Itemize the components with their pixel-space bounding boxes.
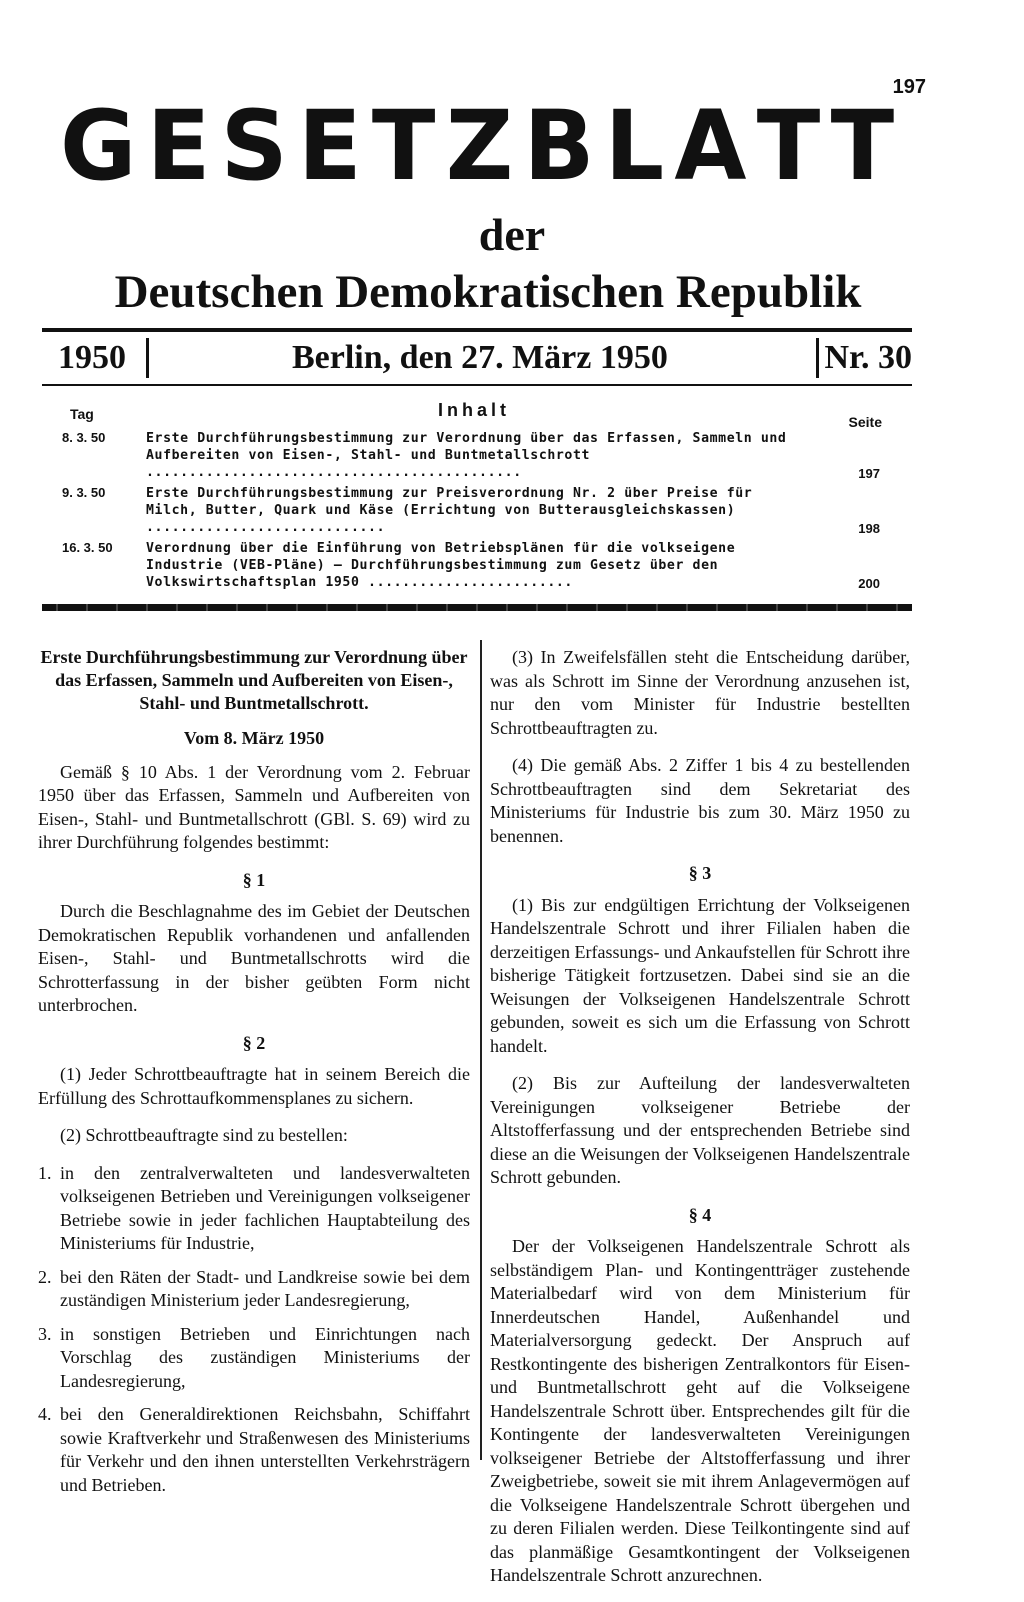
toc-entry (60, 430, 890, 481)
list-item-text: bei den Räten der Stadt- und Landkreise sowie bei dem zuständigen Ministerium jeder Landesregierung, (60, 1266, 470, 1310)
header-divider (146, 338, 149, 378)
list-item (38, 1323, 470, 1394)
column-divider (480, 640, 482, 1460)
toc-entry-text: Erste Durchführungsbestimmung zur Preisverordnung Nr. 2 über Preise für Milch, Butter, Quark und Käse (Errichtung von Butterausgleichskassen) ............................ (146, 486, 753, 535)
toc-entry-date: 8. 3. 50 (62, 430, 106, 445)
masthead-letter: A (674, 90, 747, 202)
toc-col-seite: Seite (848, 414, 882, 430)
section-heading: § 4 (688, 1204, 712, 1225)
right-column (490, 646, 910, 1602)
issue-header (42, 336, 912, 380)
section-heading: § 2 (242, 1032, 266, 1053)
appointment-list (38, 1162, 470, 1498)
list-item (38, 1266, 470, 1313)
article-date: Vom 8. März 1950 (183, 728, 325, 748)
masthead-letter: T (830, 90, 895, 202)
section-paragraph: (2) Bis zur Aufteilung der landesverwalteten Vereinigungen volkseigener Betriebe der Altstofferfassung und der entsprechenden Betriebe sind diese an die Weisungen der Volkseigenen Handelszentrale Schrott gebunden. (490, 1073, 910, 1187)
toc-entry (60, 485, 890, 536)
list-item (38, 1162, 470, 1256)
section-divider (42, 604, 912, 611)
toc-col-tag: Tag (70, 406, 94, 422)
masthead-letter: Z (445, 90, 514, 202)
section-heading: § 1 (242, 869, 266, 890)
issue-number: Nr. 30 (824, 339, 912, 376)
section-paragraph: (1) Bis zur endgültigen Errichtung der Volkseigenen Handelszentrale Schrott und ihrer Filialen haben die derzeitigen Erfassungs- und Ankaufstellen für Schrott ihre bisherige Tätigkeit fortzusetzen. Dabei sind sie an die Weisungen der Volkseigenen Handelszentrale Schrott gebunden, soweit es sich um die Erfassung von Schrott handelt. (490, 894, 910, 1056)
section-paragraph: (1) Jeder Schrottbeauftragte hat in seinem Bereich die Erfüllung des Schrottaufkommensplanes zu sichern. (38, 1064, 470, 1108)
left-column (38, 646, 470, 1507)
toc-entry-text: Verordnung über die Einführung von Betriebsplänen für die volkseigene Industrie (VEB-Pläne) — Durchführungsbestimmung zum Gesetz über den Volkswirtschaftsplan 1950 ........................ (146, 541, 736, 590)
masthead-letter: G (60, 90, 137, 202)
table-of-contents (60, 400, 890, 595)
toc-entry-date: 9. 3. 50 (62, 485, 106, 500)
toc-entry-page: 198 (858, 521, 880, 536)
article-title: Erste Durchführungsbestimmung zur Verordnung über das Erfassen, Sammeln und Aufbereiten von Eisen-, Stahl- und Buntmetallschrott. (40, 647, 468, 713)
masthead-letter: S (220, 90, 288, 202)
masthead-letter: T (371, 90, 436, 202)
toc-entry (60, 540, 890, 591)
toc-header (60, 400, 890, 430)
masthead-letter: L (604, 90, 665, 202)
list-item (38, 1403, 470, 1497)
masthead-letter: B (523, 90, 595, 202)
issue-year: 1950 (58, 339, 126, 376)
list-item-number: 4. (38, 1404, 52, 1424)
issue-date: Berlin, den 27. März 1950 (292, 339, 668, 376)
masthead-letter: E (146, 90, 211, 202)
section-paragraph: (3) In Zweifelsfällen steht die Entscheidung darüber, was als Schrott im Sinne der Verordnung anzusehen ist, nur den vom Minister für Industrie bestellten Schrottbeauftragten zu. (490, 647, 910, 738)
toc-title: Inhalt (438, 400, 510, 420)
masthead-der: der (478, 209, 546, 260)
toc-entry-page: 197 (858, 466, 880, 481)
list-item-text: in sonstigen Betrieben und Einrichtungen nach Vorschlag des zuständigen Ministeriums der Landesregierung, (60, 1323, 470, 1391)
section-paragraph: (2) Schrottbeauftragte sind zu bestellen: (60, 1125, 348, 1145)
list-item-text: bei den Generaldirektionen Reichsbahn, Schiffahrt sowie Kraftverkehr und Straßenwesen des Ministeriums für Verkehr und den ihnen unterstellten Verkehrsträgern und Betrieben. (60, 1404, 470, 1495)
masthead-letter: E (297, 90, 362, 202)
toc-entry-text: Erste Durchführungsbestimmung zur Verordnung über das Erfassen, Sammeln und Aufbereiten von Eisen-, Stahl- und Buntmetallschrott ............................................ (146, 431, 787, 480)
section-heading: § 3 (688, 863, 712, 883)
section-paragraph: (4) Die gemäß Abs. 2 Ziffer 1 bis 4 zu bestellenden Schrottbeauftragten sind dem Sekretariat des Ministeriums für Industrie bis zum 30. März 1950 zu benennen. (490, 755, 910, 846)
list-item-number: 2. (38, 1266, 52, 1287)
toc-entry-page: 200 (858, 576, 880, 591)
masthead-letter: T (756, 90, 821, 202)
page-number: 197 (892, 76, 926, 98)
header-bottom-rule (42, 384, 912, 386)
list-item-number: 3. (38, 1323, 52, 1344)
list-item-text: in den zentralverwalteten und landesverwalteten volkseigenen Betrieben und Vereinigungen volkseigener Betriebe sowie in jeder fachlichen Hauptabteilung des Ministeriums für Industrie, (60, 1162, 470, 1253)
section-paragraph: Durch die Beschlagnahme des im Gebiet der Deutschen Demokratischen Republik vorhandenen und anfallenden Eisen-, Stahl- und Buntmetallschrotts wird die Schrotterfassung in der bisher geübten Form nicht unterbrochen. (38, 901, 470, 1015)
toc-entry-date: 16. 3. 50 (62, 540, 113, 555)
section-paragraph: Der der Volkseigenen Handelszentrale Schrott als selbständigem Plan- und Kontingentträger zustehende Materialbedarf wird von dem Ministerium für Innerdeutschen Handel, Außenhandel und Materialversorgung gedeckt. Der Anspruch auf Restkontingente des bisherigen Zentralkontors für Eisen- und Buntmetallschrott geht auf die Volkseigene Handelszentrale Schrott über. Entsprechendes gilt für die Kontingente der landesverwalteten Vereinigungen volkseigener Betriebe der Altstofferfassung und ihrer Zweigbetriebe, soweit sie mit ihrem Anlagevermögen auf die Volkseigene Handelszentrale Schrott übergehen und zu deren Filialen werden. Diese Teilkontingente sind auf das planmäßige Gesamtkontingent der Volkseigenen Handelszentrale Schrott anzurechnen. (490, 1236, 910, 1585)
header-top-rule (42, 328, 912, 332)
masthead-title (60, 90, 895, 202)
header-divider (816, 338, 819, 378)
masthead-republic: Deutschen Demokratischen Republik (114, 266, 862, 318)
list-item-number: 1. (38, 1162, 52, 1183)
article-intro: Gemäß § 10 Abs. 1 der Verordnung vom 2. Februar 1950 über das Erfassen, Sammeln und Aufbereiten von Eisen-, Stahl- und Buntmetallschrott (GBl. S. 69) wird zu ihrer Durchführung folgendes bestimmt: (38, 761, 470, 852)
